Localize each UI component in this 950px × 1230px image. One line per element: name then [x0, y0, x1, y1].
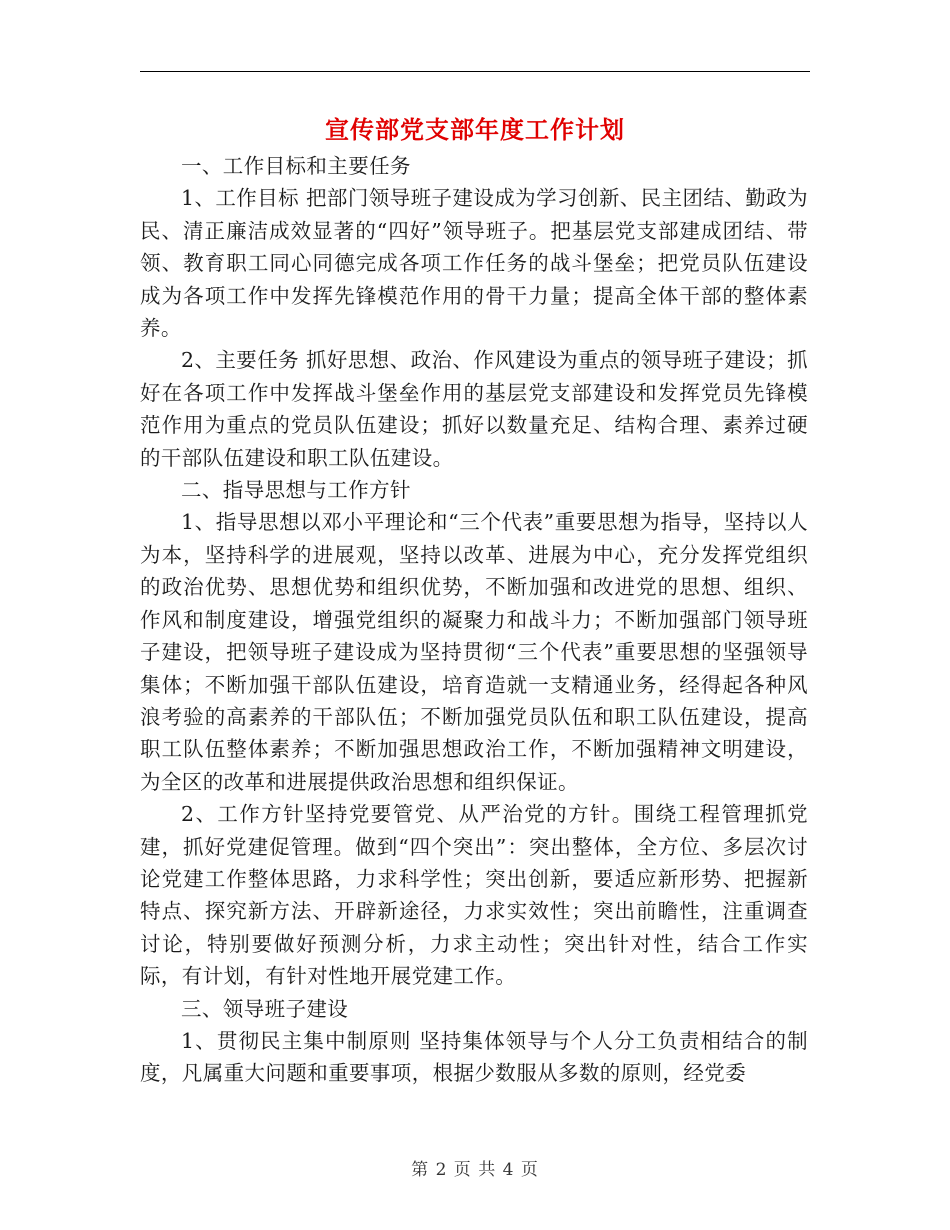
- section-heading: 三、领导班子建设: [181, 996, 349, 1021]
- paragraph: 2、主要任务 抓好思想、政治、作风建设为重点的领导班子建设；抓好在各项工作中发挥战斗堡垒作用的基层党支部建设和发挥党员先锋模范作用为重点的党员队伍建设；抓好以数量充足、结构合理、素养过硬的干部队伍建设和职工队伍建设。: [140, 348, 808, 470]
- paragraph: 1、工作目标 把部门领导班子建设成为学习创新、民主团结、勤政为民、清正廉洁成效显著的“四好”领导班子。把基层党支部建成团结、带领、教育职工同心同德完成各项工作任务的战斗堡垒；把党员队伍建设成为各项工作中发挥先锋模范作用的骨干力量；提高全体干部的整体素养。: [140, 186, 808, 341]
- paragraph: 1、贯彻民主集中制原则 坚持集体领导与个人分工负责相结合的制度，凡属重大问题和重要事项，根据少数服从多数的原则，经党委: [140, 1028, 808, 1086]
- header-rule: [140, 71, 810, 72]
- section-heading: 一、工作目标和主要任务: [181, 154, 411, 178]
- paragraph: 2、工作方针坚持党要管党、从严治党的方针。围绕工程管理抓党建，抓好党建促管理。做到“四个突出”：突出整体，全方位、多层次讨论党建工作整体思路，力求科学性；突出创新，要适应新形势、把握新特点、探究新方法、开辟新途径，力求实效性；突出前瞻性，注重调查讨论，特别要做好预测分析，力求主动性；突出针对性，结合工作实际，有计划，有针对性地开展党建工作。: [140, 802, 808, 989]
- paragraph: 1、指导思想以邓小平理论和“三个代表”重要思想为指导，坚持以人为本，坚持科学的进展观，坚持以改革、进展为中心，充分发挥党组织的政治优势、思想优势和组织优势，不断加强和改进党的思想、组织、作风和制度建设，增强党组织的凝聚力和战斗力；不断加强部门领导班子建设，把领导班子建设成为坚持贯彻“三个代表”重要思想的坚强领导集体；不断加强干部队伍建设，培育造就一支精通业务，经得起各种风浪考验的高素养的干部队伍；不断加强党员队伍和职工队伍建设，提高职工队伍整体素养；不断加强思想政治工作，不断加强精神文明建设，为全区的改革和进展提供政治思想和组织保证。: [140, 510, 808, 794]
- page-number: 第 2 页 共 4 页: [411, 1160, 539, 1180]
- document-body: [140, 150, 808, 1090]
- document-title: 宣传部党支部年度工作计划: [325, 115, 625, 144]
- section-heading: 二、指导思想与工作方针: [181, 478, 411, 503]
